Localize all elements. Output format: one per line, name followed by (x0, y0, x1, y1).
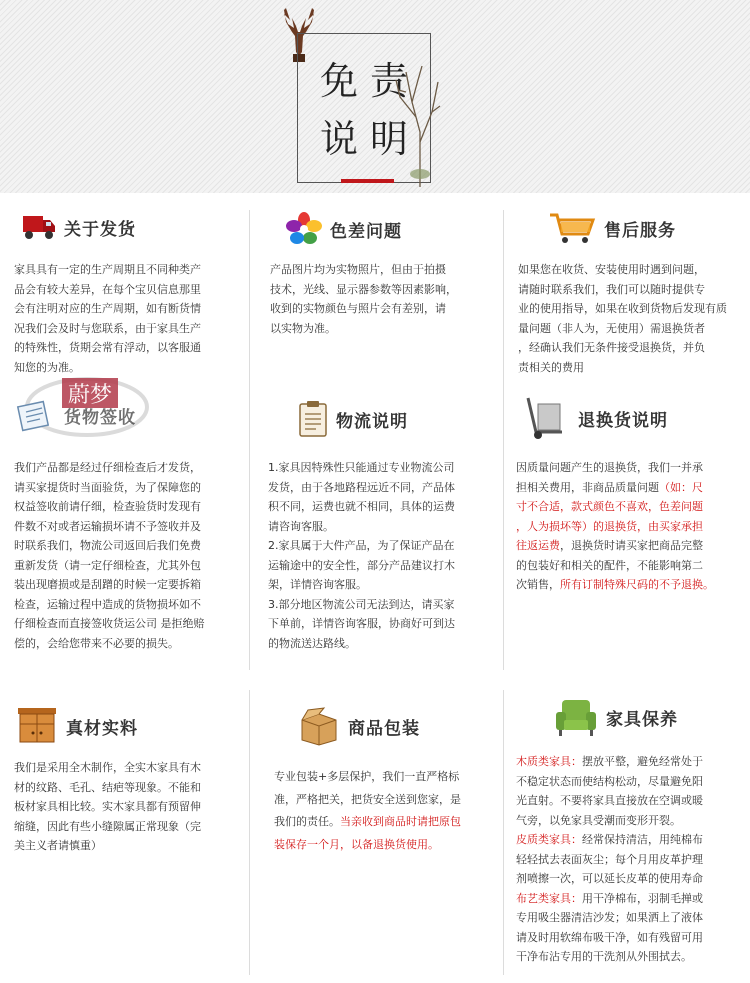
section-aftersales-header (548, 212, 676, 244)
care-leather-label: 皮质类家具： (516, 833, 582, 846)
section-title: 色差问题 (330, 221, 402, 242)
box-icon (298, 706, 340, 746)
care-leather-text: 经常保持清洁，用纯棉布 轻轻拭去表面灰尘；每个月用皮革护理 剂喷擦一次，可以延长皮革的使用寿命 (516, 833, 703, 885)
divider (503, 210, 504, 670)
hand-truck-icon (522, 396, 570, 440)
color-petals-icon (286, 212, 322, 246)
page-title: 免责 说明 (320, 59, 421, 161)
branch-decoration-icon (392, 62, 442, 187)
section-returns-header (522, 396, 668, 440)
title-underline (341, 179, 394, 183)
truck-icon (22, 212, 56, 242)
section-receipt-body: 我们产品都是经过仔细检查后才发货， 请买家提货时当面验货，为了保障您的 权益签收前请仔细，检查验货时发现有 件数不对或者运输损坏请不予签收并及 时联系我们，物流公司返回后我们免费 重新发货（请一定仔细检查，尤其外包 装出现磨损或是刮蹭的时候一定要拆箱 检查，运输过程中造成的货物损坏如不 仔细检查而直接签收货运公司 是拒绝赔 偿的，会给您带来不必要的损失。 (14, 461, 205, 650)
section-returns-body (516, 458, 748, 595)
cabinet-icon (16, 706, 58, 746)
section-material-body: 我们是采用全木制作，全实木家具有木 材的纹路、毛孔、结疤等现象。不能和 板材家具相比较。实木家具都有预留伸 缩缝，因此有些小缝隙属正常现象（完 美主义者请慎重） (14, 761, 201, 852)
packaging-highlight: 当亲收到商品时请把原包 装保存一个月，以备退换货使用。 (274, 815, 461, 851)
returns-text: ，退换货时请买家把商品完整 的包装好和相关的配件，不能影响第二 次销售， (516, 539, 703, 591)
receipt-icon (16, 398, 56, 432)
section-title: 退换货说明 (578, 410, 668, 431)
returns-text: 因质量问题产生的退换货，我们一并承 担相关费用，非商品质量问题 (516, 461, 703, 494)
section-title: 售后服务 (604, 220, 676, 241)
section-care-header (554, 696, 678, 738)
section-logistics-header (298, 400, 408, 438)
section-color-body: 产品图片均为实物照片，但由于拍摄 技术，光线、显示器参数等因素影响， 收到的实物颜色与照片会有差别，请 以实物为准。 (270, 263, 457, 335)
section-aftersales-body: 如果您在收货、安装使用时遇到问题， 请随时联系我们，我们可以随时提供专 业的使用指导，如果在收到货物后发现有质 量问题（非人为，无使用）需退换货者 ，经确认我们无条件接受退换货，并负 责相关的费用 (518, 263, 727, 374)
section-title: 关于发货 (64, 219, 136, 240)
section-logistics-body: 1.家具因特殊性只能通过专业物流公司 发货，由于各地路程远近不同，产品体 积不同，运费也就不相同，具体的运费 请咨询客服。 2.家具属于大件产品，为了保证产品在 运输途中的安全性，部分产品建议打木 架，详情咨询客服。 3.部分地区物流公司无法到达，请买家 下单前，详情咨询客服，协商好可到达 的物流送达路线。 (268, 461, 455, 650)
care-fabric-label: 布艺类家具： (516, 891, 582, 905)
section-title: 商品包装 (348, 718, 420, 739)
section-receipt-header (16, 398, 136, 432)
divider (249, 210, 250, 670)
shopping-cart-icon (548, 212, 596, 244)
divider (503, 690, 504, 975)
care-wood-text: 摆放平整，避免经常处于 不稳定状态而使结构松动，尽量避免阳 光直射。不要将家具直接放在空调或暖 气旁，以免家具受潮而变形开裂。 (516, 755, 703, 827)
section-packaging-header (298, 706, 420, 746)
section-shipping-header (22, 212, 136, 242)
clipboard-icon (298, 400, 328, 438)
divider (249, 690, 250, 975)
section-title: 物流说明 (336, 411, 408, 432)
section-color-header (286, 212, 402, 246)
packaging-text: 专业包装+多层保护，我们一直严格标 准，严格把关，把货安全送到您家，是 我们的责任。 (274, 770, 461, 828)
returns-highlight: 所有订制特殊尺码的不予退换。 (560, 578, 714, 591)
armchair-icon (554, 696, 598, 738)
section-title: 货物签收 (64, 407, 136, 428)
svg-text:蔚梦: 蔚梦 (67, 383, 113, 408)
section-shipping-body: 家具具有一定的生产周期且不同种类产 品会有较大差异，在每个宝贝信息那里 会有注明对应的生产周期，如有断货情 况我们会及时与您联系，由于家具生产 的特殊性，货期会常有浮动，以客服通 知您的为准。 (14, 263, 201, 374)
section-care-body (516, 752, 748, 967)
care-wood-label: 木质类家具： (516, 755, 582, 768)
returns-highlight: （如：尺 寸不合适，款式颜色不喜欢，色差问题 ，人为损坏等）的退换货，由买家承担 往返运费 (516, 480, 703, 552)
section-title: 真材实料 (66, 718, 138, 739)
section-title: 家具保养 (606, 709, 678, 730)
section-material-header (16, 706, 138, 746)
care-fabric-text: 用干净棉布，羽制毛掸或 专用吸尘器清洁沙发；如果洒上了液体 请及时用软绵布吸干净，如有残留可用 干净布沾专用的干洗剂从外围拭去。 (516, 891, 703, 963)
section-packaging-body (274, 766, 500, 856)
